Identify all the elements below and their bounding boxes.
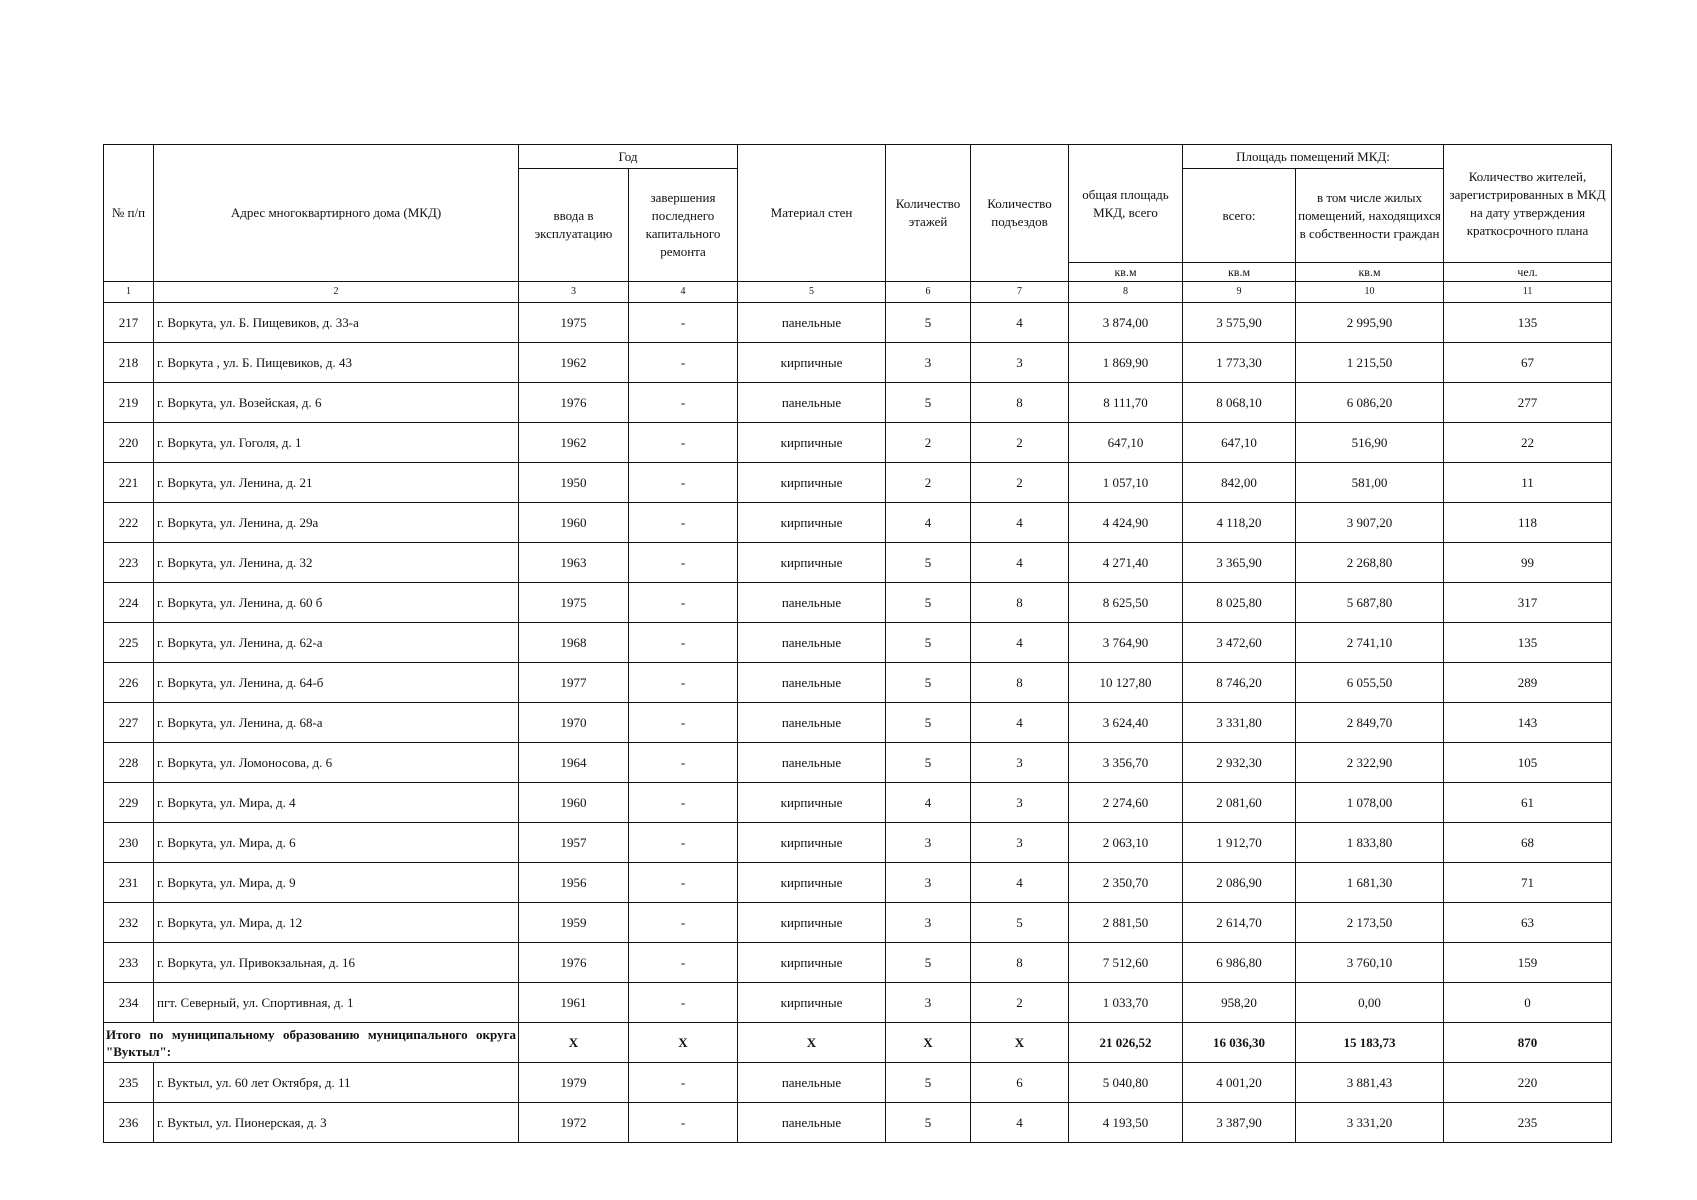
cell-year-commission: 1962 [519, 423, 629, 463]
cell-residents: 67 [1444, 343, 1612, 383]
cell-year-repair: - [629, 943, 738, 983]
cell-residents: 143 [1444, 703, 1612, 743]
cell-residents: 118 [1444, 503, 1612, 543]
cell-wall-material: панельные [738, 303, 886, 343]
cell-year-commission: 1970 [519, 703, 629, 743]
total-repair: X [629, 1023, 738, 1063]
cell-year-repair: - [629, 863, 738, 903]
cell-year-commission: 1979 [519, 1063, 629, 1103]
cell-residents: 289 [1444, 663, 1612, 703]
header-area-residential: в том числе жилых помещений, находящихся в собственности граждан [1296, 169, 1444, 263]
table-row [104, 903, 1612, 943]
cell-area-all: 3 575,90 [1183, 303, 1296, 343]
cell-year-repair: - [629, 423, 738, 463]
cell-no: 231 [104, 863, 154, 903]
cell-year-commission: 1977 [519, 663, 629, 703]
cell-total-area: 1 869,90 [1069, 343, 1183, 383]
cell-area-all: 3 365,90 [1183, 543, 1296, 583]
cell-total-area: 8 111,70 [1069, 383, 1183, 423]
cell-area-residential: 0,00 [1296, 983, 1444, 1023]
table-row [104, 463, 1612, 503]
cell-wall-material: кирпичные [738, 503, 886, 543]
cell-residents: 105 [1444, 743, 1612, 783]
total-residents: 870 [1444, 1023, 1612, 1063]
cell-floors: 5 [886, 623, 971, 663]
cell-no: 223 [104, 543, 154, 583]
cell-no: 218 [104, 343, 154, 383]
cell-no: 230 [104, 823, 154, 863]
cell-wall-material: кирпичные [738, 863, 886, 903]
cell-wall-material: панельные [738, 703, 886, 743]
cell-wall-material: панельные [738, 1103, 886, 1143]
cell-total-area: 8 625,50 [1069, 583, 1183, 623]
cell-year-repair: - [629, 823, 738, 863]
cell-area-residential: 6 086,20 [1296, 383, 1444, 423]
cell-address: г. Вуктыл, ул. Пионерская, д. 3 [154, 1103, 519, 1143]
cell-year-repair: - [629, 983, 738, 1023]
header-year-repair: завершения последнего капитального ремонта [629, 169, 738, 282]
cell-year-commission: 1950 [519, 463, 629, 503]
cell-entrances: 5 [971, 903, 1069, 943]
cell-wall-material: панельные [738, 1063, 886, 1103]
cell-total-area: 3 624,40 [1069, 703, 1183, 743]
header-address: Адрес многоквартирного дома (МКД) [154, 145, 519, 282]
cell-address: г. Воркута, ул. Ломоносова, д. 6 [154, 743, 519, 783]
cell-residents: 277 [1444, 383, 1612, 423]
table-body-total [104, 1023, 1612, 1063]
cell-no: 221 [104, 463, 154, 503]
cell-floors: 5 [886, 663, 971, 703]
cell-entrances: 8 [971, 383, 1069, 423]
table-row [104, 823, 1612, 863]
cell-area-all: 2 614,70 [1183, 903, 1296, 943]
total-row [104, 1023, 1612, 1063]
cell-entrances: 2 [971, 423, 1069, 463]
header-area-all: всего: [1183, 169, 1296, 263]
cell-address: г. Воркута, ул. Мира, д. 6 [154, 823, 519, 863]
cell-total-area: 2 350,70 [1069, 863, 1183, 903]
total-total-area: 21 026,52 [1069, 1023, 1183, 1063]
cell-wall-material: панельные [738, 623, 886, 663]
cell-floors: 3 [886, 863, 971, 903]
total-wall: X [738, 1023, 886, 1063]
cell-year-commission: 1960 [519, 783, 629, 823]
column-number: 7 [971, 282, 1069, 303]
table-row [104, 983, 1612, 1023]
table-row [104, 383, 1612, 423]
cell-area-all: 3 331,80 [1183, 703, 1296, 743]
cell-year-commission: 1960 [519, 503, 629, 543]
cell-area-residential: 3 881,43 [1296, 1063, 1444, 1103]
cell-total-area: 4 193,50 [1069, 1103, 1183, 1143]
cell-wall-material: панельные [738, 663, 886, 703]
cell-year-repair: - [629, 1103, 738, 1143]
cell-year-repair: - [629, 303, 738, 343]
cell-area-all: 647,10 [1183, 423, 1296, 463]
housing-table [103, 144, 1612, 1143]
cell-no: 217 [104, 303, 154, 343]
cell-residents: 61 [1444, 783, 1612, 823]
cell-area-residential: 581,00 [1296, 463, 1444, 503]
cell-area-all: 958,20 [1183, 983, 1296, 1023]
cell-total-area: 3 764,90 [1069, 623, 1183, 663]
cell-entrances: 8 [971, 943, 1069, 983]
cell-total-area: 7 512,60 [1069, 943, 1183, 983]
cell-floors: 5 [886, 383, 971, 423]
cell-residents: 99 [1444, 543, 1612, 583]
column-number: 6 [886, 282, 971, 303]
cell-floors: 4 [886, 503, 971, 543]
cell-area-all: 3 387,90 [1183, 1103, 1296, 1143]
cell-area-residential: 6 055,50 [1296, 663, 1444, 703]
table-body-before-total [104, 303, 1612, 1023]
cell-year-repair: - [629, 703, 738, 743]
cell-area-residential: 2 173,50 [1296, 903, 1444, 943]
column-number: 4 [629, 282, 738, 303]
cell-area-all: 1 773,30 [1183, 343, 1296, 383]
cell-year-commission: 1968 [519, 623, 629, 663]
table-row [104, 703, 1612, 743]
cell-year-commission: 1972 [519, 1103, 629, 1143]
cell-floors: 5 [886, 943, 971, 983]
cell-floors: 5 [886, 1103, 971, 1143]
column-number: 10 [1296, 282, 1444, 303]
cell-wall-material: кирпичные [738, 343, 886, 383]
table-row [104, 543, 1612, 583]
cell-year-commission: 1975 [519, 583, 629, 623]
cell-year-repair: - [629, 543, 738, 583]
cell-year-commission: 1961 [519, 983, 629, 1023]
header-wall: Материал стен [738, 145, 886, 282]
cell-no: 222 [104, 503, 154, 543]
cell-residents: 135 [1444, 303, 1612, 343]
cell-no: 220 [104, 423, 154, 463]
cell-no: 226 [104, 663, 154, 703]
cell-year-repair: - [629, 663, 738, 703]
cell-residents: 317 [1444, 583, 1612, 623]
total-entrances: X [971, 1023, 1069, 1063]
cell-area-residential: 2 849,70 [1296, 703, 1444, 743]
cell-residents: 11 [1444, 463, 1612, 503]
header-no: № п/п [104, 145, 154, 282]
table-header [104, 145, 1612, 303]
cell-area-residential: 1 078,00 [1296, 783, 1444, 823]
cell-area-all: 2 086,90 [1183, 863, 1296, 903]
cell-wall-material: кирпичные [738, 983, 886, 1023]
cell-area-all: 842,00 [1183, 463, 1296, 503]
column-number: 3 [519, 282, 629, 303]
cell-no: 229 [104, 783, 154, 823]
cell-no: 235 [104, 1063, 154, 1103]
cell-no: 234 [104, 983, 154, 1023]
cell-entrances: 4 [971, 623, 1069, 663]
total-year: X [519, 1023, 629, 1063]
cell-address: г. Воркута, ул. Ленина, д. 21 [154, 463, 519, 503]
cell-wall-material: кирпичные [738, 943, 886, 983]
table-row [104, 943, 1612, 983]
cell-area-all: 2 081,60 [1183, 783, 1296, 823]
header-group-year: Год [519, 145, 738, 169]
cell-area-all: 8 068,10 [1183, 383, 1296, 423]
cell-wall-material: кирпичные [738, 823, 886, 863]
cell-address: г. Воркута, ул. Мира, д. 12 [154, 903, 519, 943]
cell-entrances: 4 [971, 503, 1069, 543]
cell-entrances: 8 [971, 663, 1069, 703]
table-row [104, 1103, 1612, 1143]
header-year-commission: ввода в эксплуатацию [519, 169, 629, 282]
cell-entrances: 8 [971, 583, 1069, 623]
cell-total-area: 4 424,90 [1069, 503, 1183, 543]
cell-address: г. Воркута, ул. Возейская, д. 6 [154, 383, 519, 423]
cell-area-residential: 3 760,10 [1296, 943, 1444, 983]
cell-total-area: 4 271,40 [1069, 543, 1183, 583]
table-row [104, 503, 1612, 543]
cell-wall-material: панельные [738, 743, 886, 783]
cell-floors: 3 [886, 823, 971, 863]
cell-total-area: 10 127,80 [1069, 663, 1183, 703]
cell-total-area: 1 033,70 [1069, 983, 1183, 1023]
cell-total-area: 2 063,10 [1069, 823, 1183, 863]
cell-address: г. Воркута, ул. Ленина, д. 32 [154, 543, 519, 583]
cell-area-residential: 1 681,30 [1296, 863, 1444, 903]
unit-area-residential: кв.м [1296, 263, 1444, 282]
cell-floors: 5 [886, 303, 971, 343]
cell-entrances: 3 [971, 343, 1069, 383]
cell-year-repair: - [629, 383, 738, 423]
column-number: 2 [154, 282, 519, 303]
cell-total-area: 5 040,80 [1069, 1063, 1183, 1103]
column-numbering-row [104, 282, 1612, 303]
cell-floors: 5 [886, 703, 971, 743]
cell-year-commission: 1959 [519, 903, 629, 943]
header-floors: Количество этажей [886, 145, 971, 282]
cell-total-area: 647,10 [1069, 423, 1183, 463]
cell-no: 225 [104, 623, 154, 663]
cell-no: 232 [104, 903, 154, 943]
cell-entrances: 6 [971, 1063, 1069, 1103]
unit-total-area: кв.м [1069, 263, 1183, 282]
cell-area-residential: 516,90 [1296, 423, 1444, 463]
cell-entrances: 2 [971, 983, 1069, 1023]
cell-residents: 135 [1444, 623, 1612, 663]
cell-address: г. Вуктыл, ул. 60 лет Октября, д. 11 [154, 1063, 519, 1103]
cell-wall-material: кирпичные [738, 463, 886, 503]
cell-area-residential: 1 833,80 [1296, 823, 1444, 863]
cell-area-all: 2 932,30 [1183, 743, 1296, 783]
column-number: 5 [738, 282, 886, 303]
table-row [104, 583, 1612, 623]
cell-year-commission: 1957 [519, 823, 629, 863]
cell-residents: 0 [1444, 983, 1612, 1023]
cell-area-all: 8 025,80 [1183, 583, 1296, 623]
cell-floors: 2 [886, 423, 971, 463]
cell-total-area: 1 057,10 [1069, 463, 1183, 503]
cell-floors: 5 [886, 543, 971, 583]
cell-entrances: 4 [971, 543, 1069, 583]
cell-year-repair: - [629, 463, 738, 503]
column-number: 8 [1069, 282, 1183, 303]
cell-area-all: 6 986,80 [1183, 943, 1296, 983]
cell-no: 227 [104, 703, 154, 743]
cell-no: 224 [104, 583, 154, 623]
cell-entrances: 3 [971, 823, 1069, 863]
column-number: 9 [1183, 282, 1296, 303]
cell-no: 236 [104, 1103, 154, 1143]
header-group-area: Площадь помещений МКД: [1183, 145, 1444, 169]
header-total-area: общая площадь МКД, всего [1069, 145, 1183, 263]
table-row [104, 783, 1612, 823]
cell-residents: 68 [1444, 823, 1612, 863]
cell-year-commission: 1976 [519, 383, 629, 423]
cell-year-commission: 1963 [519, 543, 629, 583]
table-row [104, 303, 1612, 343]
housing-table-sheet [103, 144, 1612, 1143]
cell-entrances: 4 [971, 863, 1069, 903]
cell-year-repair: - [629, 503, 738, 543]
cell-area-residential: 5 687,80 [1296, 583, 1444, 623]
header-entrances: Количество подъездов [971, 145, 1069, 282]
unit-area-all: кв.м [1183, 263, 1296, 282]
column-number: 1 [104, 282, 154, 303]
cell-address: г. Воркута, ул. Ленина, д. 29а [154, 503, 519, 543]
cell-wall-material: панельные [738, 583, 886, 623]
cell-address: г. Воркута, ул. Ленина, д. 64-б [154, 663, 519, 703]
cell-entrances: 2 [971, 463, 1069, 503]
cell-year-repair: - [629, 783, 738, 823]
cell-year-commission: 1975 [519, 303, 629, 343]
cell-wall-material: кирпичные [738, 423, 886, 463]
cell-area-all: 3 472,60 [1183, 623, 1296, 663]
table-row [104, 863, 1612, 903]
cell-residents: 235 [1444, 1103, 1612, 1143]
cell-year-repair: - [629, 743, 738, 783]
cell-wall-material: кирпичные [738, 783, 886, 823]
total-area-residential: 15 183,73 [1296, 1023, 1444, 1063]
cell-wall-material: кирпичные [738, 543, 886, 583]
cell-entrances: 4 [971, 1103, 1069, 1143]
cell-entrances: 4 [971, 303, 1069, 343]
cell-address: г. Воркута, ул. Мира, д. 4 [154, 783, 519, 823]
cell-address: г. Воркута, ул. Ленина, д. 60 б [154, 583, 519, 623]
cell-address: г. Воркута, ул. Мира, д. 9 [154, 863, 519, 903]
cell-floors: 3 [886, 343, 971, 383]
cell-year-repair: - [629, 343, 738, 383]
cell-address: пгт. Северный, ул. Спортивная, д. 1 [154, 983, 519, 1023]
cell-year-repair: - [629, 623, 738, 663]
table-body-after-total [104, 1063, 1612, 1143]
cell-address: г. Воркута, ул. Гоголя, д. 1 [154, 423, 519, 463]
cell-area-all: 8 746,20 [1183, 663, 1296, 703]
cell-total-area: 2 274,60 [1069, 783, 1183, 823]
cell-year-repair: - [629, 903, 738, 943]
total-label: Итого по муниципальному образованию муниципального округа "Вуктыл": [104, 1023, 519, 1063]
cell-residents: 22 [1444, 423, 1612, 463]
cell-no: 233 [104, 943, 154, 983]
table-row [104, 343, 1612, 383]
cell-address: г. Воркута, ул. Ленина, д. 68-а [154, 703, 519, 743]
cell-no: 219 [104, 383, 154, 423]
cell-area-residential: 2 995,90 [1296, 303, 1444, 343]
cell-address: г. Воркута, ул. Ленина, д. 62-а [154, 623, 519, 663]
cell-residents: 220 [1444, 1063, 1612, 1103]
cell-entrances: 3 [971, 743, 1069, 783]
cell-floors: 3 [886, 903, 971, 943]
table-row [104, 663, 1612, 703]
cell-floors: 4 [886, 783, 971, 823]
cell-floors: 2 [886, 463, 971, 503]
cell-total-area: 2 881,50 [1069, 903, 1183, 943]
cell-floors: 5 [886, 1063, 971, 1103]
cell-total-area: 3 356,70 [1069, 743, 1183, 783]
cell-year-commission: 1962 [519, 343, 629, 383]
table-row [104, 423, 1612, 463]
cell-year-commission: 1956 [519, 863, 629, 903]
cell-area-all: 4 001,20 [1183, 1063, 1296, 1103]
cell-address: г. Воркута, ул. Б. Пищевиков, д. 33-а [154, 303, 519, 343]
cell-entrances: 4 [971, 703, 1069, 743]
cell-floors: 5 [886, 583, 971, 623]
column-number: 11 [1444, 282, 1612, 303]
header-residents: Количество жителей, зарегистрированных в МКД на дату утверждения краткосрочного плана [1444, 145, 1612, 263]
cell-year-commission: 1976 [519, 943, 629, 983]
cell-wall-material: кирпичные [738, 903, 886, 943]
total-floors: X [886, 1023, 971, 1063]
cell-area-residential: 2 322,90 [1296, 743, 1444, 783]
cell-area-all: 4 118,20 [1183, 503, 1296, 543]
cell-floors: 5 [886, 743, 971, 783]
cell-residents: 159 [1444, 943, 1612, 983]
table-row [104, 623, 1612, 663]
cell-year-repair: - [629, 583, 738, 623]
cell-address: г. Воркута, ул. Привокзальная, д. 16 [154, 943, 519, 983]
cell-total-area: 3 874,00 [1069, 303, 1183, 343]
cell-area-all: 1 912,70 [1183, 823, 1296, 863]
cell-area-residential: 1 215,50 [1296, 343, 1444, 383]
cell-year-repair: - [629, 1063, 738, 1103]
cell-area-residential: 3 331,20 [1296, 1103, 1444, 1143]
cell-entrances: 3 [971, 783, 1069, 823]
cell-area-residential: 2 268,80 [1296, 543, 1444, 583]
cell-no: 228 [104, 743, 154, 783]
table-row [104, 1063, 1612, 1103]
cell-wall-material: панельные [738, 383, 886, 423]
cell-area-residential: 2 741,10 [1296, 623, 1444, 663]
cell-year-commission: 1964 [519, 743, 629, 783]
cell-floors: 3 [886, 983, 971, 1023]
total-area-all: 16 036,30 [1183, 1023, 1296, 1063]
cell-residents: 63 [1444, 903, 1612, 943]
unit-residents: чел. [1444, 263, 1612, 282]
table-row [104, 743, 1612, 783]
cell-area-residential: 3 907,20 [1296, 503, 1444, 543]
cell-residents: 71 [1444, 863, 1612, 903]
cell-address: г. Воркута , ул. Б. Пищевиков, д. 43 [154, 343, 519, 383]
